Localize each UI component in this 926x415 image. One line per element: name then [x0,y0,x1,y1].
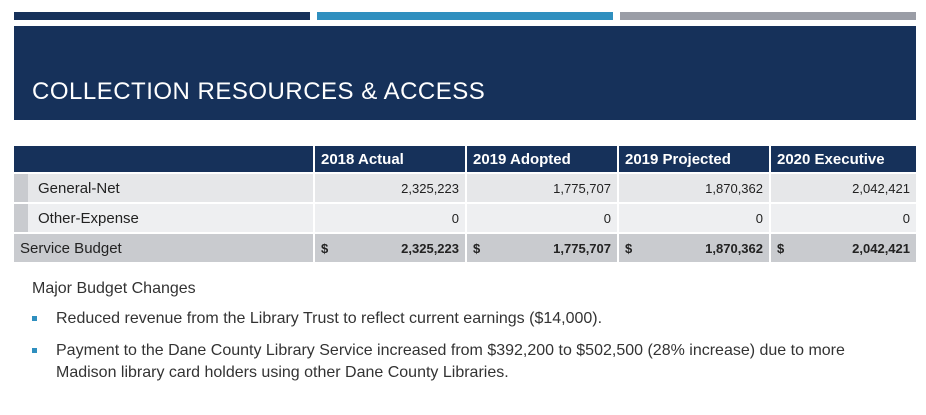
list-item [32,308,902,330]
accent-bars [14,12,916,20]
total-2020-executive [770,233,916,262]
accent-bar-navy [14,12,310,20]
page-title: COLLECTION RESOURCES & ACCESS [32,78,486,105]
total-label: Service Budget [14,233,314,262]
total-row [14,233,916,262]
row-indent-stub [14,204,28,232]
table-row [14,203,916,233]
row-label [14,203,314,233]
budget-table [14,146,916,262]
total-2018-actual [314,233,466,262]
accent-bar-gray [620,12,916,20]
list-item-text: Payment to the Dane County Library Service increased from $392,200 to $502,500 (28% increase) due to more Madison library card holders using other Dane County Libraries. [56,342,845,381]
cell-2020-executive: 2,042,421 [770,173,916,203]
currency-symbol: $ [321,240,329,256]
changes-list [32,308,902,384]
cell-2020-executive: 0 [770,203,916,233]
total-amount: 2,325,223 [401,240,459,256]
cell-2018-actual: 2,325,223 [314,173,466,203]
cell-2018-actual: 0 [314,203,466,233]
cell-2019-adopted: 1,775,707 [466,173,618,203]
list-item-text: Reduced revenue from the Library Trust to reflect current earnings ($14,000). [56,310,603,327]
currency-symbol: $ [777,240,785,256]
cell-2019-projected: 1,870,362 [618,173,770,203]
header-label-column [14,146,314,173]
total-2019-adopted [466,233,618,262]
total-amount: 1,775,707 [553,240,611,256]
currency-symbol: $ [625,240,633,256]
row-label-text: General-Net [38,179,120,197]
budget-changes [32,280,902,394]
changes-heading: Major Budget Changes [32,280,196,297]
header-2018-actual: 2018 Actual [314,146,466,173]
cell-2019-projected: 0 [618,203,770,233]
total-amount: 1,870,362 [705,240,763,256]
table-header-row [14,146,916,173]
total-amount: 2,042,421 [852,240,910,256]
header-2020-executive: 2020 Executive [770,146,916,173]
header-2019-projected: 2019 Projected [618,146,770,173]
cell-2019-adopted: 0 [466,203,618,233]
list-item [32,340,902,384]
header-2019-adopted: 2019 Adopted [466,146,618,173]
total-2019-projected [618,233,770,262]
currency-symbol: $ [473,240,481,256]
row-label-text: Other-Expense [38,209,139,227]
bullet-icon [32,348,37,353]
table-row [14,173,916,203]
row-indent-stub [14,174,28,202]
row-label [14,173,314,203]
bullet-icon [32,316,37,321]
title-banner [14,26,916,120]
accent-bar-blue [317,12,613,20]
